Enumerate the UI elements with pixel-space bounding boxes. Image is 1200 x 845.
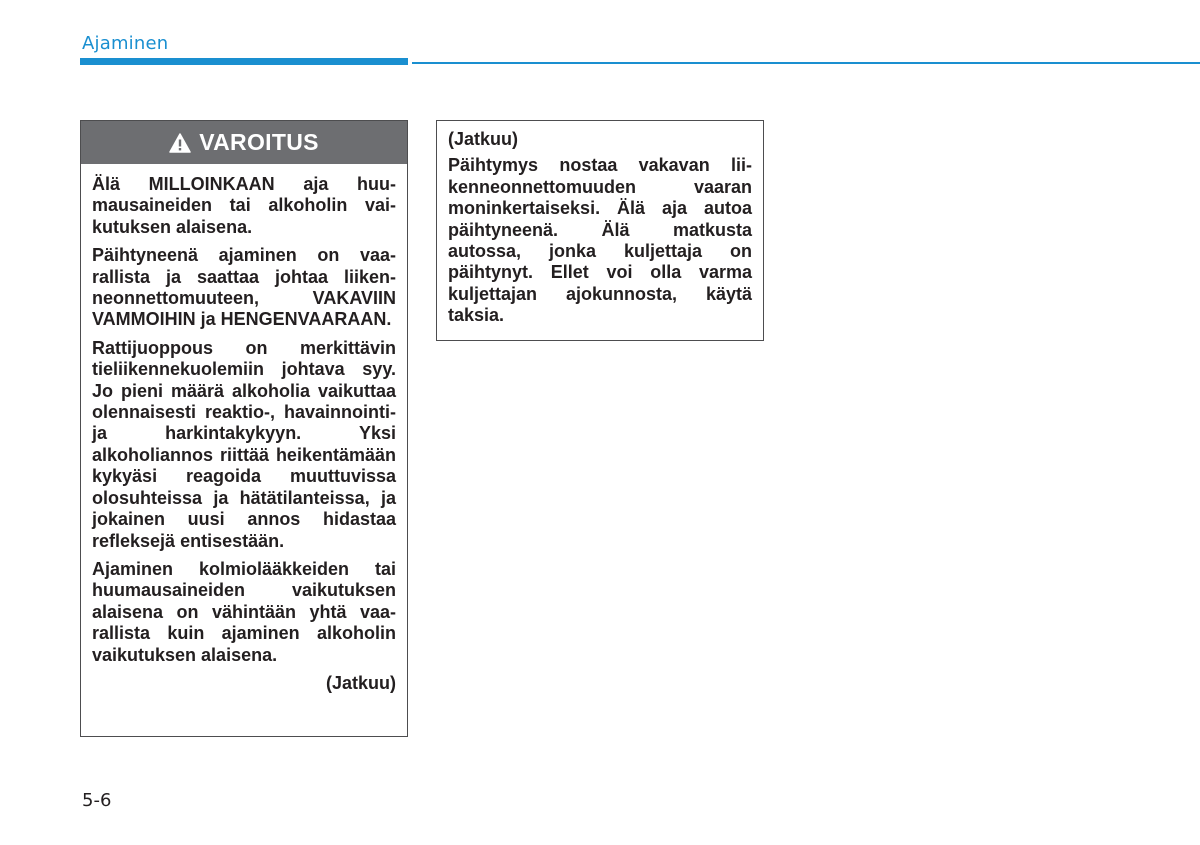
warning-content	[81, 164, 407, 694]
section-title: Ajaminen	[82, 33, 169, 54]
continuation-content	[437, 121, 763, 327]
header-rule-thick	[80, 58, 408, 65]
warning-paragraph: Rattijuoppous on merkittävin tieliikennekuolemiin johtava syy. Jo pieni määrä alkoholia vaikuttaa olennaisesti reaktio-, havainnointi- ja harkintakykyyn. Yksi alkoholiannos riittää heikentämään kykyäsi reagoida muuttuvissa olosuhteissa ja hätätilanteissa, ja jokainen uusi annos hidastaa refleksejä entisestään.	[92, 337, 396, 551]
header-rule-thin	[412, 62, 1200, 64]
continuation-box	[436, 120, 764, 341]
continued-label: (Jatkuu)	[325, 672, 396, 693]
warning-triangle-icon	[169, 133, 191, 153]
warning-title: VAROITUS	[199, 129, 319, 155]
warning-box	[80, 120, 408, 737]
continuation-label: (Jatkuu)	[448, 129, 519, 149]
warning-paragraph: Päihtyneenä ajaminen on vaarallista ja saattaa johtaa liikenneonnettomuuteen, VAKAVIIN VAMMOIHIN ja HENGENVAARAAN.	[92, 245, 396, 330]
warning-paragraph: Älä MILLOINKAAN aja huumausaineiden tai alkoholin vaikutuksen alaisena.	[92, 174, 396, 237]
warning-paragraph: Ajaminen kolmiolääkkeiden tai huumausaineiden vaikutuksen alaisena on vähintään yhtä vaarallista kuin ajaminen alkoholin vaikutuksen alaisena.	[92, 558, 396, 665]
continuation-paragraph: Päihtymys nostaa vakavan liikenneonnettomuuden vaaran moninkertaiseksi. Älä aja autoa päihtyneenä. Älä matkusta autossa, jonka kuljettaja on päihtynyt. Ellet voi olla varma kuljettajan ajokunnosta, käytä taksia.	[448, 155, 752, 326]
warning-header	[81, 121, 407, 164]
page-number: 5-6	[82, 790, 112, 811]
